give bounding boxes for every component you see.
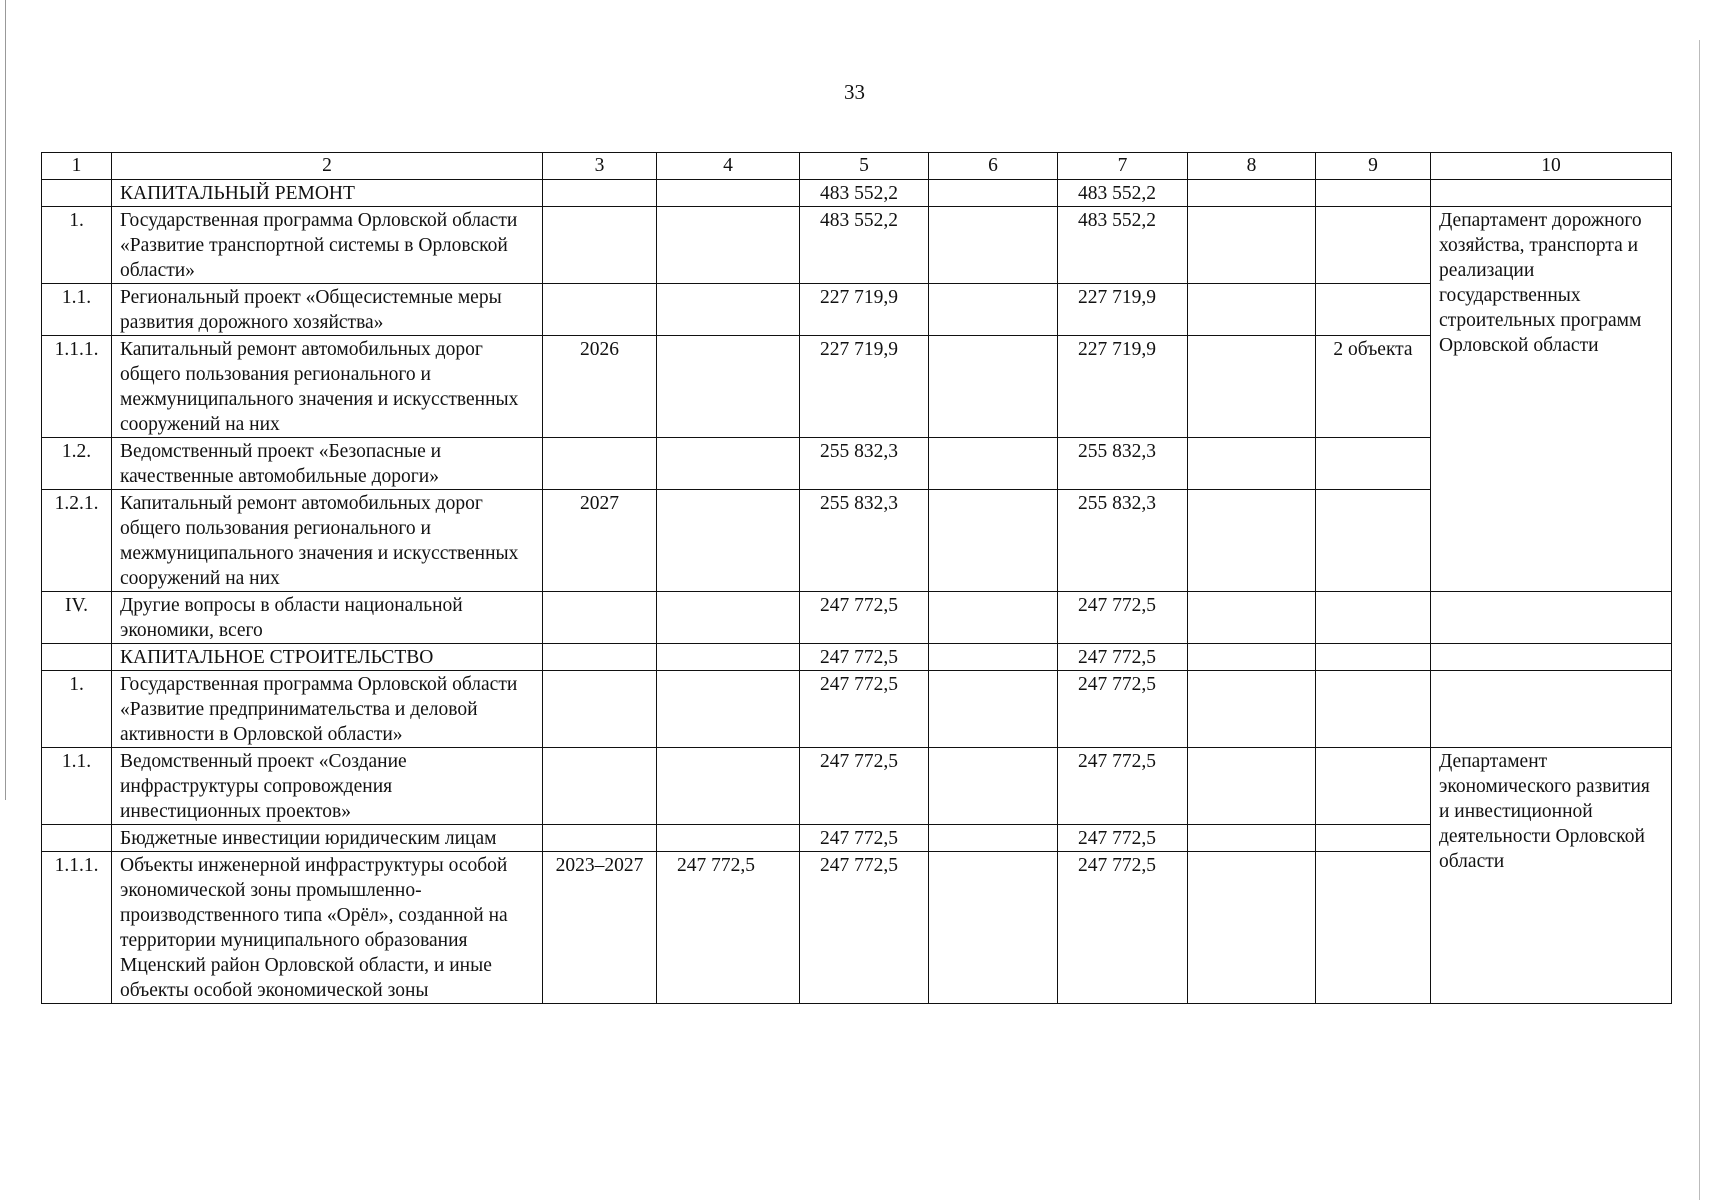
row-title: Ведомственный проект «Создание инфраструктуры сопровождения инвестиционных проектов» — [112, 748, 543, 825]
column-header: 4 — [657, 153, 800, 180]
row-col6 — [929, 644, 1058, 671]
row-col7: 247 772,5 — [1058, 748, 1188, 825]
row-year: 2026 — [543, 336, 657, 438]
row-col5: 483 552,2 — [800, 180, 929, 207]
row-year — [543, 180, 657, 207]
row-col4 — [657, 207, 800, 284]
row-number: 1.1.1. — [42, 852, 112, 1004]
row-col10 — [1431, 644, 1672, 671]
row-title: Ведомственный проект «Безопасные и качественные автомобильные дороги» — [112, 438, 543, 490]
row-number: 1.1. — [42, 748, 112, 825]
table-row — [42, 748, 1672, 825]
row-col7: 247 772,5 — [1058, 644, 1188, 671]
table-row — [42, 438, 1672, 490]
row-year — [543, 671, 657, 748]
row-col5: 255 832,3 — [800, 438, 929, 490]
row-title: Капитальный ремонт автомобильных дорог общего пользования регионального и межмуниципального значения и искусственных сооружений на них — [112, 490, 543, 592]
row-col6 — [929, 748, 1058, 825]
responsible-department: Департамент дорожного хозяйства, транспорта и реализации государственных строительных программ Орловской области — [1431, 207, 1672, 592]
row-col6 — [929, 490, 1058, 592]
row-col8 — [1188, 438, 1316, 490]
row-col6 — [929, 592, 1058, 644]
column-number-row — [42, 153, 1672, 180]
row-col8 — [1188, 825, 1316, 852]
row-col4 — [657, 180, 800, 207]
table-row — [42, 336, 1672, 438]
row-number — [42, 825, 112, 852]
row-col8 — [1188, 644, 1316, 671]
table-row — [42, 852, 1672, 1004]
row-col4 — [657, 644, 800, 671]
row-col5: 247 772,5 — [800, 671, 929, 748]
row-number: 1.2. — [42, 438, 112, 490]
column-header: 2 — [112, 153, 543, 180]
row-col5: 255 832,3 — [800, 490, 929, 592]
responsible-department: Департамент экономического развития и инвестиционной деятельности Орловской области — [1431, 748, 1672, 1004]
row-col6 — [929, 825, 1058, 852]
row-col7: 247 772,5 — [1058, 671, 1188, 748]
row-col9: 2 объекта — [1316, 336, 1431, 438]
row-number — [42, 180, 112, 207]
column-header: 8 — [1188, 153, 1316, 180]
row-col9 — [1316, 644, 1431, 671]
row-col8 — [1188, 490, 1316, 592]
row-title: Региональный проект «Общесистемные меры развития дорожного хозяйства» — [112, 284, 543, 336]
row-year — [543, 644, 657, 671]
row-col4 — [657, 825, 800, 852]
row-year — [543, 748, 657, 825]
row-col7: 483 552,2 — [1058, 207, 1188, 284]
table-row — [42, 825, 1672, 852]
row-col4 — [657, 284, 800, 336]
row-col9 — [1316, 748, 1431, 825]
column-header: 6 — [929, 153, 1058, 180]
row-title: Объекты инженерной инфраструктуры особой экономической зоны промышленно-производственного типа «Орёл», созданной на территории муниципального образования Мценский район Орловской области, и иные объекты особой экономической зоны — [112, 852, 543, 1004]
row-col5: 247 772,5 — [800, 748, 929, 825]
row-col7: 227 719,9 — [1058, 284, 1188, 336]
row-year — [543, 284, 657, 336]
table-row — [42, 592, 1672, 644]
row-col5: 247 772,5 — [800, 825, 929, 852]
row-title: Государственная программа Орловской области «Развитие предпринимательства и деловой активности в Орловской области» — [112, 671, 543, 748]
row-year — [543, 825, 657, 852]
row-number: 1.2.1. — [42, 490, 112, 592]
table-row — [42, 644, 1672, 671]
row-col7: 227 719,9 — [1058, 336, 1188, 438]
row-col4 — [657, 490, 800, 592]
row-title: Бюджетные инвестиции юридическим лицам — [112, 825, 543, 852]
row-col5: 247 772,5 — [800, 852, 929, 1004]
column-header: 10 — [1431, 153, 1672, 180]
row-col4 — [657, 336, 800, 438]
row-col8 — [1188, 180, 1316, 207]
row-col7: 255 832,3 — [1058, 438, 1188, 490]
row-col9 — [1316, 284, 1431, 336]
row-col8 — [1188, 671, 1316, 748]
row-col7: 247 772,5 — [1058, 852, 1188, 1004]
column-header: 1 — [42, 153, 112, 180]
row-col9 — [1316, 490, 1431, 592]
row-col10 — [1431, 671, 1672, 748]
row-col9 — [1316, 207, 1431, 284]
row-title: КАПИТАЛЬНЫЙ РЕМОНТ — [112, 180, 543, 207]
row-col9 — [1316, 438, 1431, 490]
row-number: IV. — [42, 592, 112, 644]
row-col10 — [1431, 180, 1672, 207]
row-title: Другие вопросы в области национальной экономики, всего — [112, 592, 543, 644]
row-number — [42, 644, 112, 671]
row-col7: 483 552,2 — [1058, 180, 1188, 207]
column-header: 7 — [1058, 153, 1188, 180]
row-year: 2023–2027 — [543, 852, 657, 1004]
row-col8 — [1188, 284, 1316, 336]
row-col5: 227 719,9 — [800, 284, 929, 336]
row-col6 — [929, 671, 1058, 748]
column-header: 9 — [1316, 153, 1431, 180]
scan-edge-line — [5, 0, 6, 800]
row-col9 — [1316, 592, 1431, 644]
row-col8 — [1188, 336, 1316, 438]
row-col4: 247 772,5 — [657, 852, 800, 1004]
row-year — [543, 438, 657, 490]
row-col6 — [929, 207, 1058, 284]
row-col8 — [1188, 592, 1316, 644]
row-year — [543, 592, 657, 644]
row-col5: 483 552,2 — [800, 207, 929, 284]
row-number: 1.1. — [42, 284, 112, 336]
row-col9 — [1316, 852, 1431, 1004]
row-col6 — [929, 180, 1058, 207]
row-col4 — [657, 671, 800, 748]
table-row — [42, 284, 1672, 336]
row-title: КАПИТАЛЬНОЕ СТРОИТЕЛЬСТВО — [112, 644, 543, 671]
row-col8 — [1188, 207, 1316, 284]
row-number: 1. — [42, 671, 112, 748]
scan-edge-line — [1699, 40, 1700, 1200]
table-row — [42, 490, 1672, 592]
row-number: 1. — [42, 207, 112, 284]
investment-table — [41, 152, 1672, 1004]
row-col10 — [1431, 592, 1672, 644]
row-col4 — [657, 748, 800, 825]
row-col7: 255 832,3 — [1058, 490, 1188, 592]
row-col6 — [929, 438, 1058, 490]
page-number: 33 — [844, 80, 865, 104]
row-col7: 247 772,5 — [1058, 825, 1188, 852]
row-col8 — [1188, 748, 1316, 825]
row-col7: 247 772,5 — [1058, 592, 1188, 644]
row-col4 — [657, 438, 800, 490]
column-header: 3 — [543, 153, 657, 180]
row-col5: 227 719,9 — [800, 336, 929, 438]
row-col5: 247 772,5 — [800, 644, 929, 671]
row-number: 1.1.1. — [42, 336, 112, 438]
column-header: 5 — [800, 153, 929, 180]
table-row — [42, 207, 1672, 284]
row-year: 2027 — [543, 490, 657, 592]
row-col9 — [1316, 825, 1431, 852]
row-title: Государственная программа Орловской области «Развитие транспортной системы в Орловской области» — [112, 207, 543, 284]
row-year — [543, 207, 657, 284]
row-col6 — [929, 336, 1058, 438]
row-col5: 247 772,5 — [800, 592, 929, 644]
table-row — [42, 180, 1672, 207]
row-col8 — [1188, 852, 1316, 1004]
table-row — [42, 671, 1672, 748]
row-col4 — [657, 592, 800, 644]
row-col6 — [929, 852, 1058, 1004]
row-col9 — [1316, 671, 1431, 748]
row-col9 — [1316, 180, 1431, 207]
row-title: Капитальный ремонт автомобильных дорог общего пользования регионального и межмуниципального значения и искусственных сооружений на них — [112, 336, 543, 438]
row-col6 — [929, 284, 1058, 336]
